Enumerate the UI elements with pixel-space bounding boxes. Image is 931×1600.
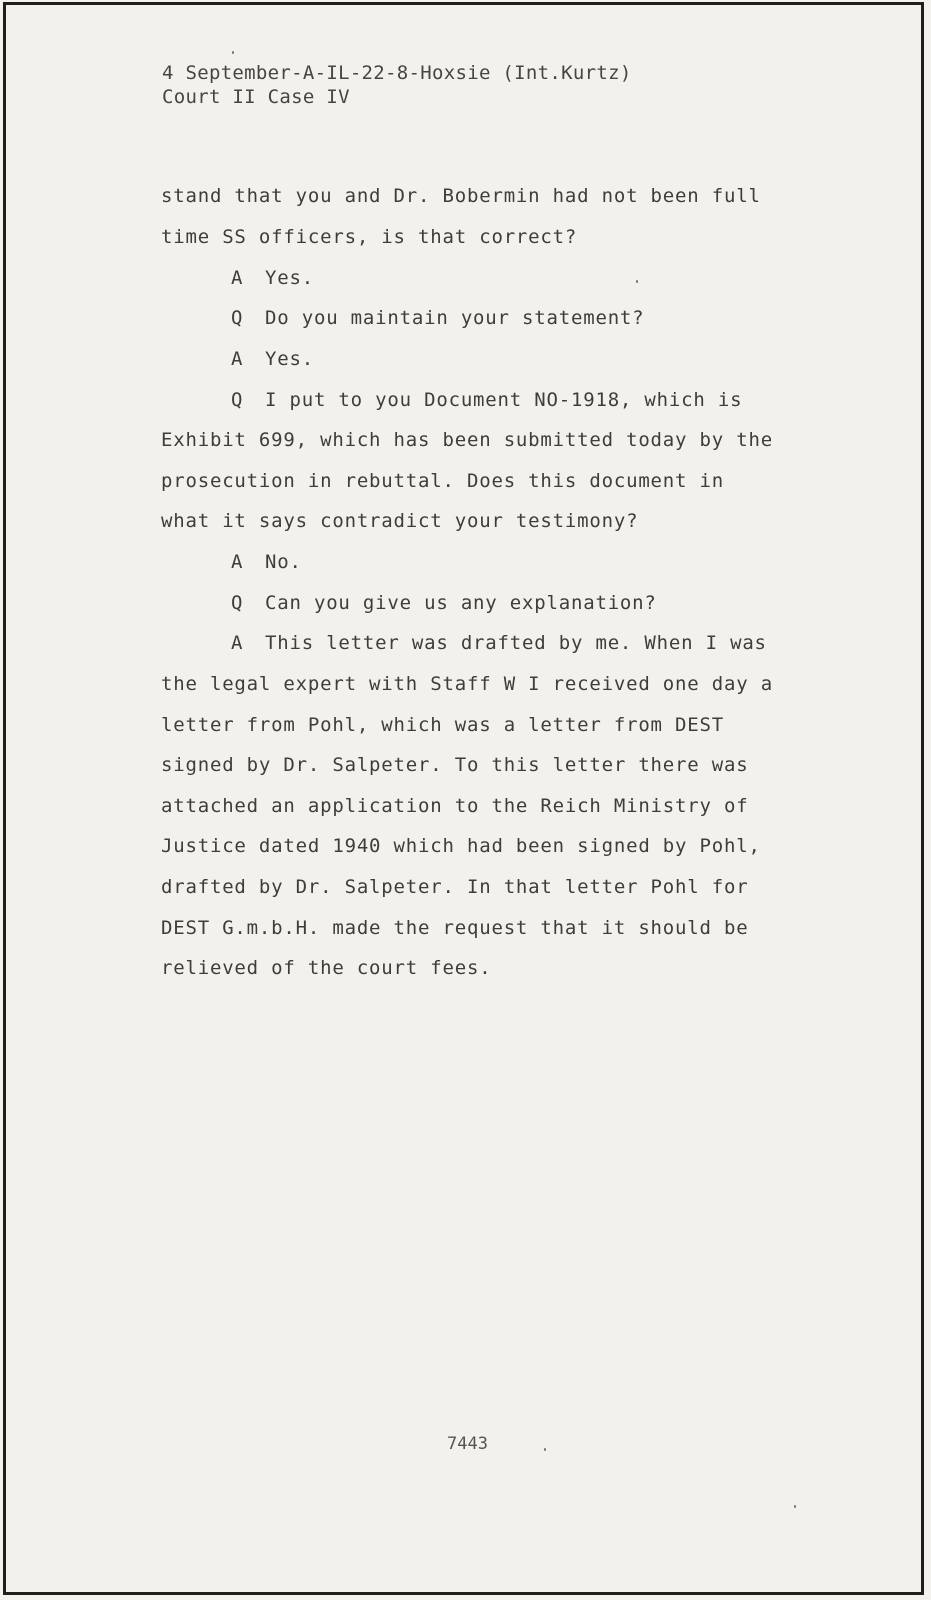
speaker-label: A (231, 267, 244, 289)
transcript-line (231, 389, 742, 411)
paper-speck (232, 51, 234, 54)
line-text: letter from Pohl, which was a letter from DEST (161, 714, 724, 736)
line-text: relieved of the court fees. (161, 957, 492, 979)
transcript-line (161, 673, 773, 695)
line-text: signed by Dr. Salpeter. To this letter there was (161, 754, 749, 776)
line-text: the legal expert with Staff W I received one day a (161, 673, 773, 695)
transcript-line (161, 876, 748, 898)
line-text: Yes. (265, 348, 314, 370)
line-text: Justice dated 1940 which had been signed by Pohl, (161, 835, 761, 857)
transcript-line (231, 348, 314, 370)
line-text: stand that you and Dr. Bobermin had not been full (161, 185, 761, 207)
line-text: I put to you Document NO-1918, which is (265, 389, 743, 411)
transcript-line (161, 795, 748, 817)
line-text: No. (265, 551, 302, 573)
speaker-label: A (231, 551, 244, 573)
line-text: what it says contradict your testimony? (161, 510, 639, 532)
line-text: attached an application to the Reich Ministry of (161, 795, 749, 817)
transcript-line (231, 551, 302, 573)
header-date-line: 4 September-A-IL-22-8-Hoxsie (Int.Kurtz) (162, 62, 632, 84)
speaker-label: A (231, 632, 244, 654)
line-text: drafted by Dr. Salpeter. In that letter Pohl for (161, 876, 749, 898)
speaker-label: A (231, 348, 244, 370)
transcript-line (231, 592, 657, 614)
transcript-line (161, 429, 773, 451)
speaker-label: Q (231, 389, 244, 411)
transcript-line (161, 714, 724, 736)
transcript-line (161, 185, 761, 207)
paper-speck (636, 280, 638, 283)
line-text: Do you maintain your statement? (265, 307, 645, 329)
line-text: prosecution in rebuttal. Does this document in (161, 470, 724, 492)
transcript-line (231, 267, 314, 289)
line-text: Exhibit 699, which has been submitted today by the (161, 429, 773, 451)
paper-speck (794, 1505, 796, 1508)
speaker-label: Q (231, 592, 244, 614)
line-text: This letter was drafted by me. When I was (265, 632, 767, 654)
transcript-line (161, 510, 638, 532)
page-number: 7443 (447, 1434, 488, 1454)
line-text: Can you give us any explanation? (265, 592, 657, 614)
transcript-line (161, 754, 748, 776)
transcript-page (3, 2, 924, 1595)
header-court-line: Court II Case IV (162, 86, 350, 108)
transcript-line (161, 957, 491, 979)
page-header (162, 61, 632, 109)
transcript-line (161, 226, 577, 248)
speaker-label: Q (231, 307, 244, 329)
line-text: Yes. (265, 267, 314, 289)
paper-speck (544, 1448, 546, 1451)
transcript-line (231, 307, 644, 329)
line-text: time SS officers, is that correct? (161, 226, 578, 248)
transcript-line (231, 632, 767, 654)
transcript-line (161, 835, 761, 857)
transcript-line (161, 470, 724, 492)
transcript-line (161, 917, 748, 939)
line-text: DEST G.m.b.H. made the request that it should be (161, 917, 749, 939)
